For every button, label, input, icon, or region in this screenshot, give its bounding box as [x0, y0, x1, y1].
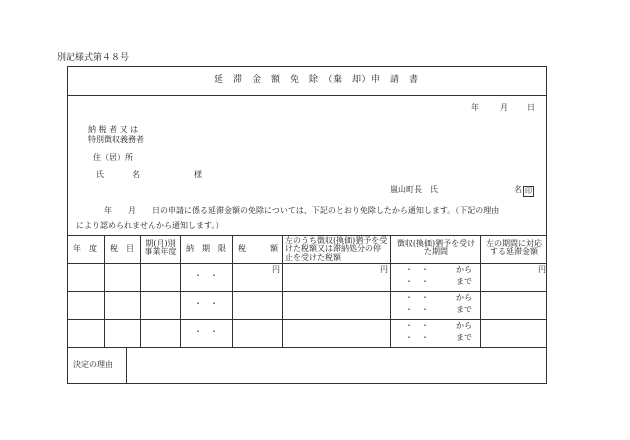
header-kibetsu: 期(月)別 事業年度 [144, 239, 177, 257]
header-period: 徴収(換価)猶予を受けた期間 [396, 239, 476, 257]
title-divider [68, 95, 547, 96]
row3-from-date-dots: ・ ・ [405, 321, 429, 330]
reason-field[interactable] [130, 351, 542, 381]
row1-from-label: から [456, 265, 472, 274]
col-divider [480, 235, 481, 347]
row1-from-date-dots: ・ ・ [405, 265, 429, 274]
header-zeigaku-2: 額 [270, 244, 278, 253]
issuer-mei: 名 印 [514, 185, 532, 195]
reason-label: 決定の理由 [73, 360, 113, 369]
seal-mark: 印 [525, 187, 532, 195]
honorific-sama: 様 [194, 170, 202, 179]
notice-line-2: により認められませんから通知します。） [76, 221, 224, 230]
row2-to-label: まで [456, 305, 472, 314]
header-zeigaku-1: 税 [238, 244, 246, 253]
row1-reduction-unit: 円 [380, 265, 388, 274]
col-divider [232, 235, 233, 347]
name-label-given: 名 [132, 170, 140, 179]
form-title: 延 滞 金 額 免 除 （棄 却）申 請 書 [214, 75, 419, 85]
col-divider [104, 235, 105, 347]
header-zeimoku: 税 目 [110, 244, 134, 253]
address-label: 住（居）所 [93, 153, 133, 162]
col-divider [390, 235, 391, 347]
name-label-surname: 氏 [96, 170, 104, 179]
row1-tax-unit: 円 [272, 265, 280, 274]
row2-from-date-dots: ・ ・ [405, 293, 429, 302]
table-bottom-border [68, 347, 547, 348]
row3-to-date-dots: ・ ・ [405, 333, 429, 342]
reason-divider [126, 347, 127, 384]
application-form [67, 66, 547, 384]
date-year-label: 年 [471, 103, 479, 112]
row1-to-label: まで [456, 277, 472, 286]
row1-exempt-unit: 円 [538, 265, 546, 274]
notice-line-1: 年 月 日の申請に係る延滞金額の免除については、下記のとおり免除したから通知します。（下記の理由 [104, 206, 500, 215]
date-month-label: 月 [500, 103, 508, 112]
row2-from-label: から [456, 293, 472, 302]
form-number: 別記様式第４８号 [57, 53, 130, 63]
row1-to-date-dots: ・ ・ [405, 277, 429, 286]
issuer-name: 嵐山町長 氏 [390, 185, 438, 194]
taxpayer-label: 納 税 者 又 は [88, 125, 139, 134]
row2-due-date-dots: ・ ・ [194, 299, 218, 308]
header-nendo: 年 度 [73, 244, 97, 253]
row2-to-date-dots: ・ ・ [405, 305, 429, 314]
special-collector-label: 特別徴収義務者 [88, 135, 144, 144]
row1-due-date-dots: ・ ・ [194, 271, 218, 280]
header-exempt: 左の期間に対応する延滞金額 [486, 239, 542, 257]
col-divider [282, 235, 283, 347]
header-reduction: 左のうち徴収(換価)猶予を受けた税額又は滞納処分の停止を受けた税額 [285, 236, 388, 262]
row3-from-label: から [456, 321, 472, 330]
row3-to-label: まで [456, 333, 472, 342]
col-divider [180, 235, 181, 347]
date-day-label: 日 [527, 103, 535, 112]
row3-due-date-dots: ・ ・ [194, 327, 218, 336]
header-noukigen: 納 期 限 [186, 244, 226, 253]
